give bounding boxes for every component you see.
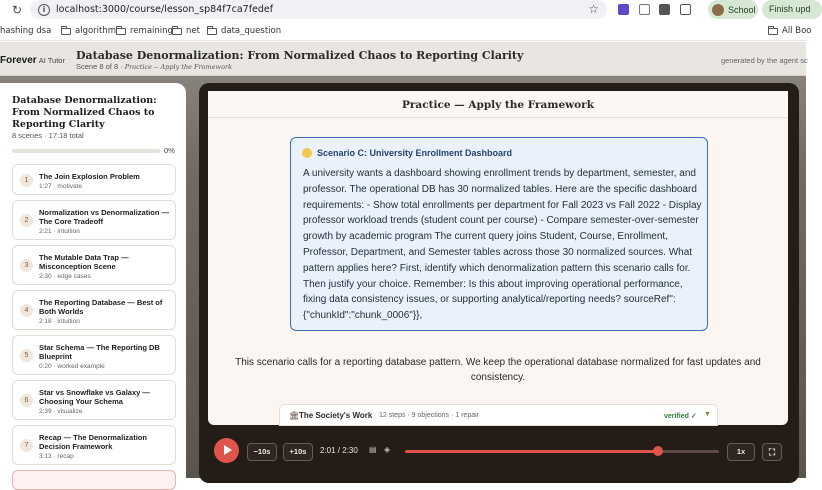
scene-meta: 2:18 · intuition [39, 318, 80, 325]
scenario-body: A university wants a dashboard showing enrollment trends by department, semester, and professor. The operational DB has 30 normalized tables. Here are the specific dashboard requirements: - Show total enrollments per department for Fall 2023 vs Fall 2022 - Display professor workload trends (student count per course) - Compare semester-over-semester growth by academic program The current query joins Student, Course, Enrollment, Professor, Department, and Semester tables across those 30 normalized sources. What pattern applies here? First, identify which denormalization pattern this scenario calls for. Then justify your choice. Remember: Is this about improving operational performance, fixing data consistency issues, or supporting analytical/reporting needs? sourceRef":{"chunkId":"chunk_0006"}}, [303, 168, 702, 322]
verified-badge: verified ✓ [664, 413, 697, 420]
scene-item-4[interactable] [12, 290, 176, 330]
update-chip[interactable]: Finish upd [762, 0, 822, 19]
profile-chip-label: School [728, 4, 756, 15]
address-bar[interactable] [30, 0, 607, 19]
scene-number: 4 [20, 304, 33, 317]
narration-caption: This scenario calls for a reporting database pattern. We keep the operational database normalized for fast updates and consistency. [235, 357, 761, 383]
scene-title: The Reporting Database — Best of Both Worlds [39, 298, 163, 316]
scene-number: 3 [20, 259, 33, 272]
scene-item-7[interactable] [12, 425, 176, 465]
app-root [0, 42, 806, 478]
fullscreen-icon[interactable]: ⛶ [762, 443, 782, 461]
scene-number: 1 [20, 174, 33, 187]
seek-bar[interactable] [405, 450, 719, 453]
folder-icon [61, 28, 71, 35]
bookmark-remaining[interactable]: remaining [116, 26, 173, 36]
sidebar-progress-label: 0% [164, 146, 175, 155]
bookmark-data-question[interactable]: data_question [207, 26, 281, 36]
seek-bar-fill [405, 450, 658, 453]
f-extension-icon[interactable] [659, 4, 670, 15]
scene-title: Recap — The Denormalization Decision Framework [39, 433, 147, 451]
scene-title: Star Schema — The Reporting DB Blueprint [39, 343, 160, 361]
scene-title: Normalization vs Denormalization — The Core Tradeoff [39, 208, 170, 226]
brand-logo[interactable]: Forever AI Tutor [0, 55, 65, 66]
site-info-icon[interactable]: i [38, 4, 50, 16]
folder-icon [768, 28, 778, 35]
bookmark-hashing-dsa[interactable]: hashing dsa [0, 26, 52, 36]
scenario-card [290, 137, 708, 331]
scene-item-3[interactable] [12, 245, 176, 285]
transcript-icon[interactable]: ▤ [369, 445, 377, 454]
extension-icon[interactable] [618, 4, 629, 15]
folder-icon [207, 28, 217, 35]
bookmarks-bar [0, 21, 812, 41]
rewind-10s-button[interactable]: −10s [247, 443, 277, 461]
scene-indicator: Scene 8 of 8 · Practice -- Apply the Framework [76, 62, 233, 71]
scene-meta: 1:27 · motivate [39, 183, 82, 190]
scene-item-2[interactable] [12, 200, 176, 240]
play-icon [224, 445, 232, 455]
scene-sidebar [0, 83, 186, 483]
scene-meta: 2:21 · intuition [39, 228, 80, 235]
bookmark-net[interactable]: net [172, 26, 200, 36]
society-meta: 12 steps · 9 objections · 1 repair [379, 412, 479, 419]
slide-title: Practice — Apply the Framework [402, 99, 594, 111]
brand-subtitle: AI Tutor [38, 56, 65, 65]
folder-icon [172, 28, 182, 35]
society-panel[interactable] [279, 404, 718, 426]
sidebar-title: Database Denormalization: From Normalized Chaos to Reporting Clarity [12, 95, 157, 130]
scenario-title: Scenario C: University Enrollment Dashboard [317, 148, 513, 158]
lesson-title: Database Denormalization: From Normalized Chaos to Reporting Clarity [76, 49, 524, 62]
sidebar-meta: 8 scenes · 17:18 total [12, 131, 84, 140]
building-icon: 🏛 [289, 411, 300, 420]
forward-10s-button[interactable]: +10s [283, 443, 313, 461]
avatar [712, 4, 724, 16]
scene-item-5[interactable] [12, 335, 176, 375]
scene-item-8[interactable] [12, 470, 176, 490]
scene-meta: 0:20 · worked example [39, 363, 105, 370]
url-text: localhost:3000/course/lesson_sp84f7ca7fedef [56, 4, 274, 15]
puzzle-extension-icon[interactable] [680, 4, 691, 15]
tag-icon[interactable]: ◈ [384, 445, 391, 454]
lesson-player [199, 83, 799, 483]
scene-meta: 2:30 · edge cases [39, 273, 91, 280]
scene-number: 6 [20, 394, 33, 407]
app-header [0, 42, 806, 76]
society-title: The Society's Work [299, 411, 373, 420]
scene-item-1[interactable] [12, 164, 176, 195]
scene-item-6[interactable] [12, 380, 176, 420]
bookmark-algorithm[interactable]: algorithm [61, 26, 116, 36]
scene-title: The Join Explosion Problem [39, 172, 140, 181]
reload-icon[interactable]: ↻ [12, 3, 23, 17]
sidebar-progress-bar [12, 149, 160, 153]
play-button[interactable] [214, 438, 239, 463]
bookmark-star-icon[interactable]: ☆ [588, 2, 599, 16]
slide-header [208, 91, 788, 118]
scene-meta: 2:39 · visualize [39, 408, 83, 415]
speed-button[interactable]: 1x [727, 443, 755, 461]
scene-title: Star vs Snowflake vs Galaxy — Choosing Your Schema [39, 388, 150, 406]
all-bookmarks[interactable]: All Boo [768, 26, 811, 36]
scene-meta: 3:13 · recap [39, 453, 74, 460]
playback-time: 2:01 / 2:30 [320, 446, 358, 455]
profile-chip[interactable] [708, 0, 758, 19]
folder-icon [116, 28, 126, 35]
chevron-down-icon[interactable]: ▼ [704, 411, 711, 418]
scene-number: 2 [20, 214, 33, 227]
generated-by-label: generated by the agent sc [721, 56, 808, 65]
scene-number: 5 [20, 349, 33, 362]
scene-number: 7 [20, 439, 33, 452]
thinking-face-icon [302, 148, 312, 158]
scene-name: Practice -- Apply the Framework [124, 63, 233, 71]
slide-canvas [208, 91, 788, 425]
document-extension-icon[interactable] [639, 4, 650, 15]
scene-title: The Mutable Data Trap — Misconception Scene [39, 253, 129, 271]
browser-toolbar [0, 0, 811, 20]
